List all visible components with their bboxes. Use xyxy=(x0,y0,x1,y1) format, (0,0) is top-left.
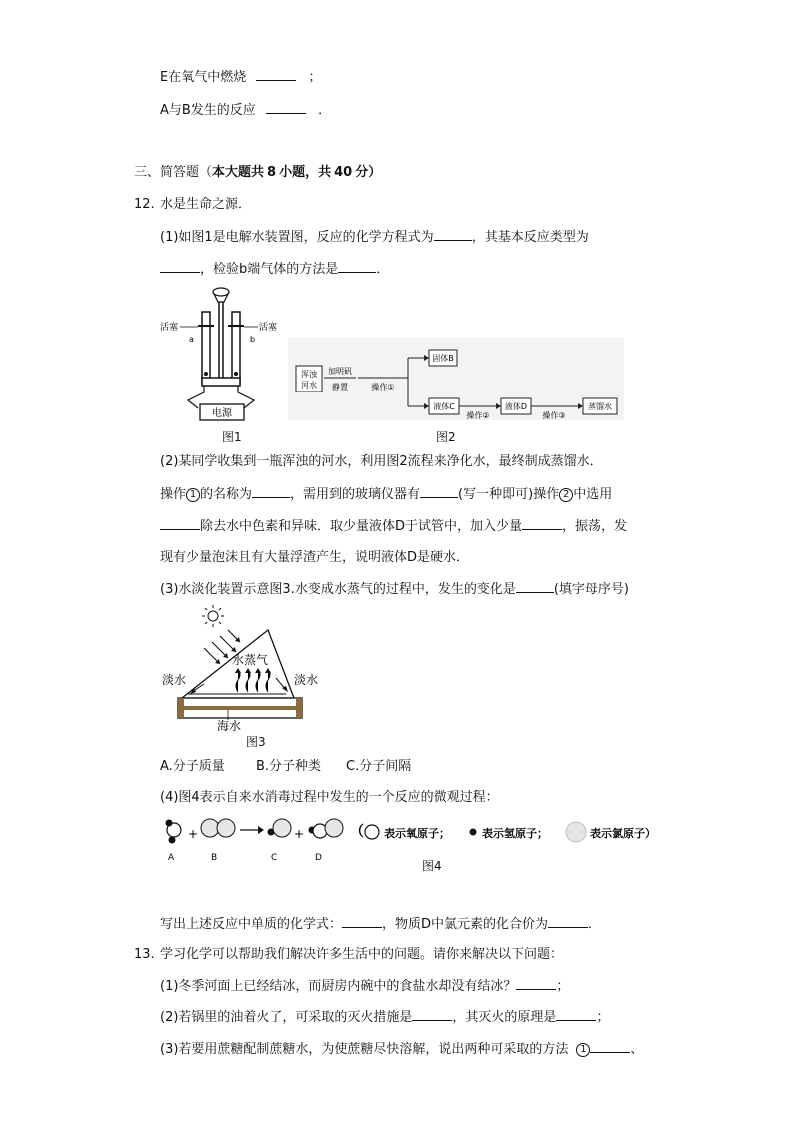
answer-line-ab: A与B发生的反应 ． xyxy=(160,103,332,118)
q12-part2-line4: 现有少量泡沫且有大量浮渣产生，说明液体D是硬水． xyxy=(160,550,470,565)
fresh-water-right: 淡水 xyxy=(294,673,318,687)
legend-chlorine: 表示氯原子） xyxy=(590,827,656,840)
q13-part1: (1)冬季河面上已经结冰，而厨房内碗中的食盐水却没有结冰？ ； xyxy=(160,979,570,994)
svg-text:+: + xyxy=(294,827,305,841)
legend-oxygen: 表示氧原子； xyxy=(384,827,450,840)
q12-part4: (4)图4表示自来水消毒过程中发生的一个反应的微观过程： xyxy=(160,790,499,805)
q12-part5: 写出上述反应中单质的化学式： ，物质D中氯元素的化合价为 ． xyxy=(160,917,602,932)
flow-op2: 操作② xyxy=(466,411,490,420)
molecule-label-a: A xyxy=(168,853,175,863)
flow-liquid-d: 液体D xyxy=(504,402,528,411)
question-number: 12. xyxy=(134,197,155,212)
flow-op3: 操作③ xyxy=(542,411,566,420)
question-number: 13. xyxy=(134,947,155,962)
option-b: B.分子种类 xyxy=(256,759,322,774)
answer-blank[interactable] xyxy=(256,68,296,81)
answer-blank[interactable] xyxy=(252,485,290,498)
answer-blank[interactable] xyxy=(548,915,588,928)
purification-flowchart-lower xyxy=(288,392,624,420)
answer-blank[interactable] xyxy=(516,580,554,593)
q13-part2: (2)若锅里的油着火了，可采取的灭火措施是 ，其灭火的原理是 ； xyxy=(160,1010,610,1025)
flow-step-settle: 静置 xyxy=(332,383,348,392)
legend-hydrogen: 表示氢原子； xyxy=(482,827,548,840)
q12-part3: (3)水淡化装置示意图3.水变成水蒸气的过程中，发生的变化是 (填字母序号) xyxy=(160,582,629,597)
answer-blank[interactable] xyxy=(516,977,556,990)
q12-part1-line2: ，检验b端气体的方法是 ． xyxy=(160,260,389,279)
figure-4-caption: 图4 xyxy=(422,859,442,873)
molecule-label-c: C xyxy=(271,853,278,863)
q12-part2-line1: (2)某同学收集到一瓶浑浊的河水，利用图2流程来净化水，最终制成蒸馏水． xyxy=(160,454,603,469)
flow-step-alum: 加明矾 xyxy=(328,367,352,376)
answer-blank[interactable] xyxy=(160,517,200,530)
flow-river-water-b: 河水 xyxy=(301,381,317,390)
answer-blank[interactable] xyxy=(590,1040,630,1053)
molecule-label-d: D xyxy=(315,853,322,863)
answer-line-e: E在氧气中燃烧 ； xyxy=(160,70,322,85)
q12-part2-line2: 操作 1 的名称为 ，需用到的玻璃仪器有 (写一种即可)操作 2 中选用 xyxy=(160,487,613,502)
figure-2-caption: 图2 xyxy=(436,430,456,444)
tube-label-b: b xyxy=(250,335,256,344)
flow-op1: 操作① xyxy=(371,383,395,392)
q12-part1-line1: (1)如图1是电解水装置图，反应的化学方程式为 ，其基本反应类型为 xyxy=(160,230,589,245)
answer-blank[interactable] xyxy=(338,260,376,273)
answer-blank[interactable] xyxy=(160,260,200,273)
answer-blank[interactable] xyxy=(420,485,458,498)
option-c: C.分子间隔 xyxy=(346,759,412,774)
q13-part3: (3)若要用蔗糖配制蔗糖水，为使蔗糖尽快溶解，说出两种可采取的方法 1 、 xyxy=(160,1042,644,1057)
molecule-reaction-figure xyxy=(158,810,678,866)
vapor-label: 水蒸气 xyxy=(232,653,269,667)
answer-blank[interactable] xyxy=(412,1008,452,1021)
legend-open-paren: （ xyxy=(350,824,364,840)
answer-blank[interactable] xyxy=(342,915,382,928)
section-heading: 三、简答题（本大题共 8 小题，共 40 分） xyxy=(134,165,382,180)
desalination-figure xyxy=(158,602,318,750)
valve-label-left: 活塞 xyxy=(160,323,179,333)
sea-water-label: 海水 xyxy=(217,719,242,733)
question-stem: 学习化学可以帮助我们解决许多生活中的问题。请你来解决以下问题： xyxy=(160,947,564,962)
answer-blank[interactable] xyxy=(266,101,306,114)
svg-text:+: + xyxy=(188,827,199,841)
answer-blank[interactable] xyxy=(522,517,562,530)
power-label: 电源 xyxy=(212,408,232,419)
question-stem: 水是生命之源． xyxy=(160,197,252,212)
figure-3-caption: 图3 xyxy=(246,735,266,749)
electrolysis-figure xyxy=(158,282,288,422)
figure-1-caption: 图1 xyxy=(222,430,242,444)
molecule-label-b: B xyxy=(211,853,218,863)
valve-label-right: 活塞 xyxy=(259,323,278,333)
q12-part2-line3: 除去水中色素和异味．取少量液体D于试管中，加入少量 ，振荡，发 xyxy=(160,517,627,536)
tube-label-a: a xyxy=(189,335,194,344)
answer-blank[interactable] xyxy=(556,1008,596,1021)
flow-distilled-water: 蒸馏水 xyxy=(588,402,612,411)
fresh-water-left: 淡水 xyxy=(162,673,187,687)
answer-blank[interactable] xyxy=(434,228,472,241)
flow-liquid-c: 液体C xyxy=(433,402,455,411)
flow-solid-b: 固体B xyxy=(432,354,454,363)
option-a: A.分子质量 xyxy=(160,759,225,774)
flow-river-water-a: 浑浊 xyxy=(301,370,317,379)
